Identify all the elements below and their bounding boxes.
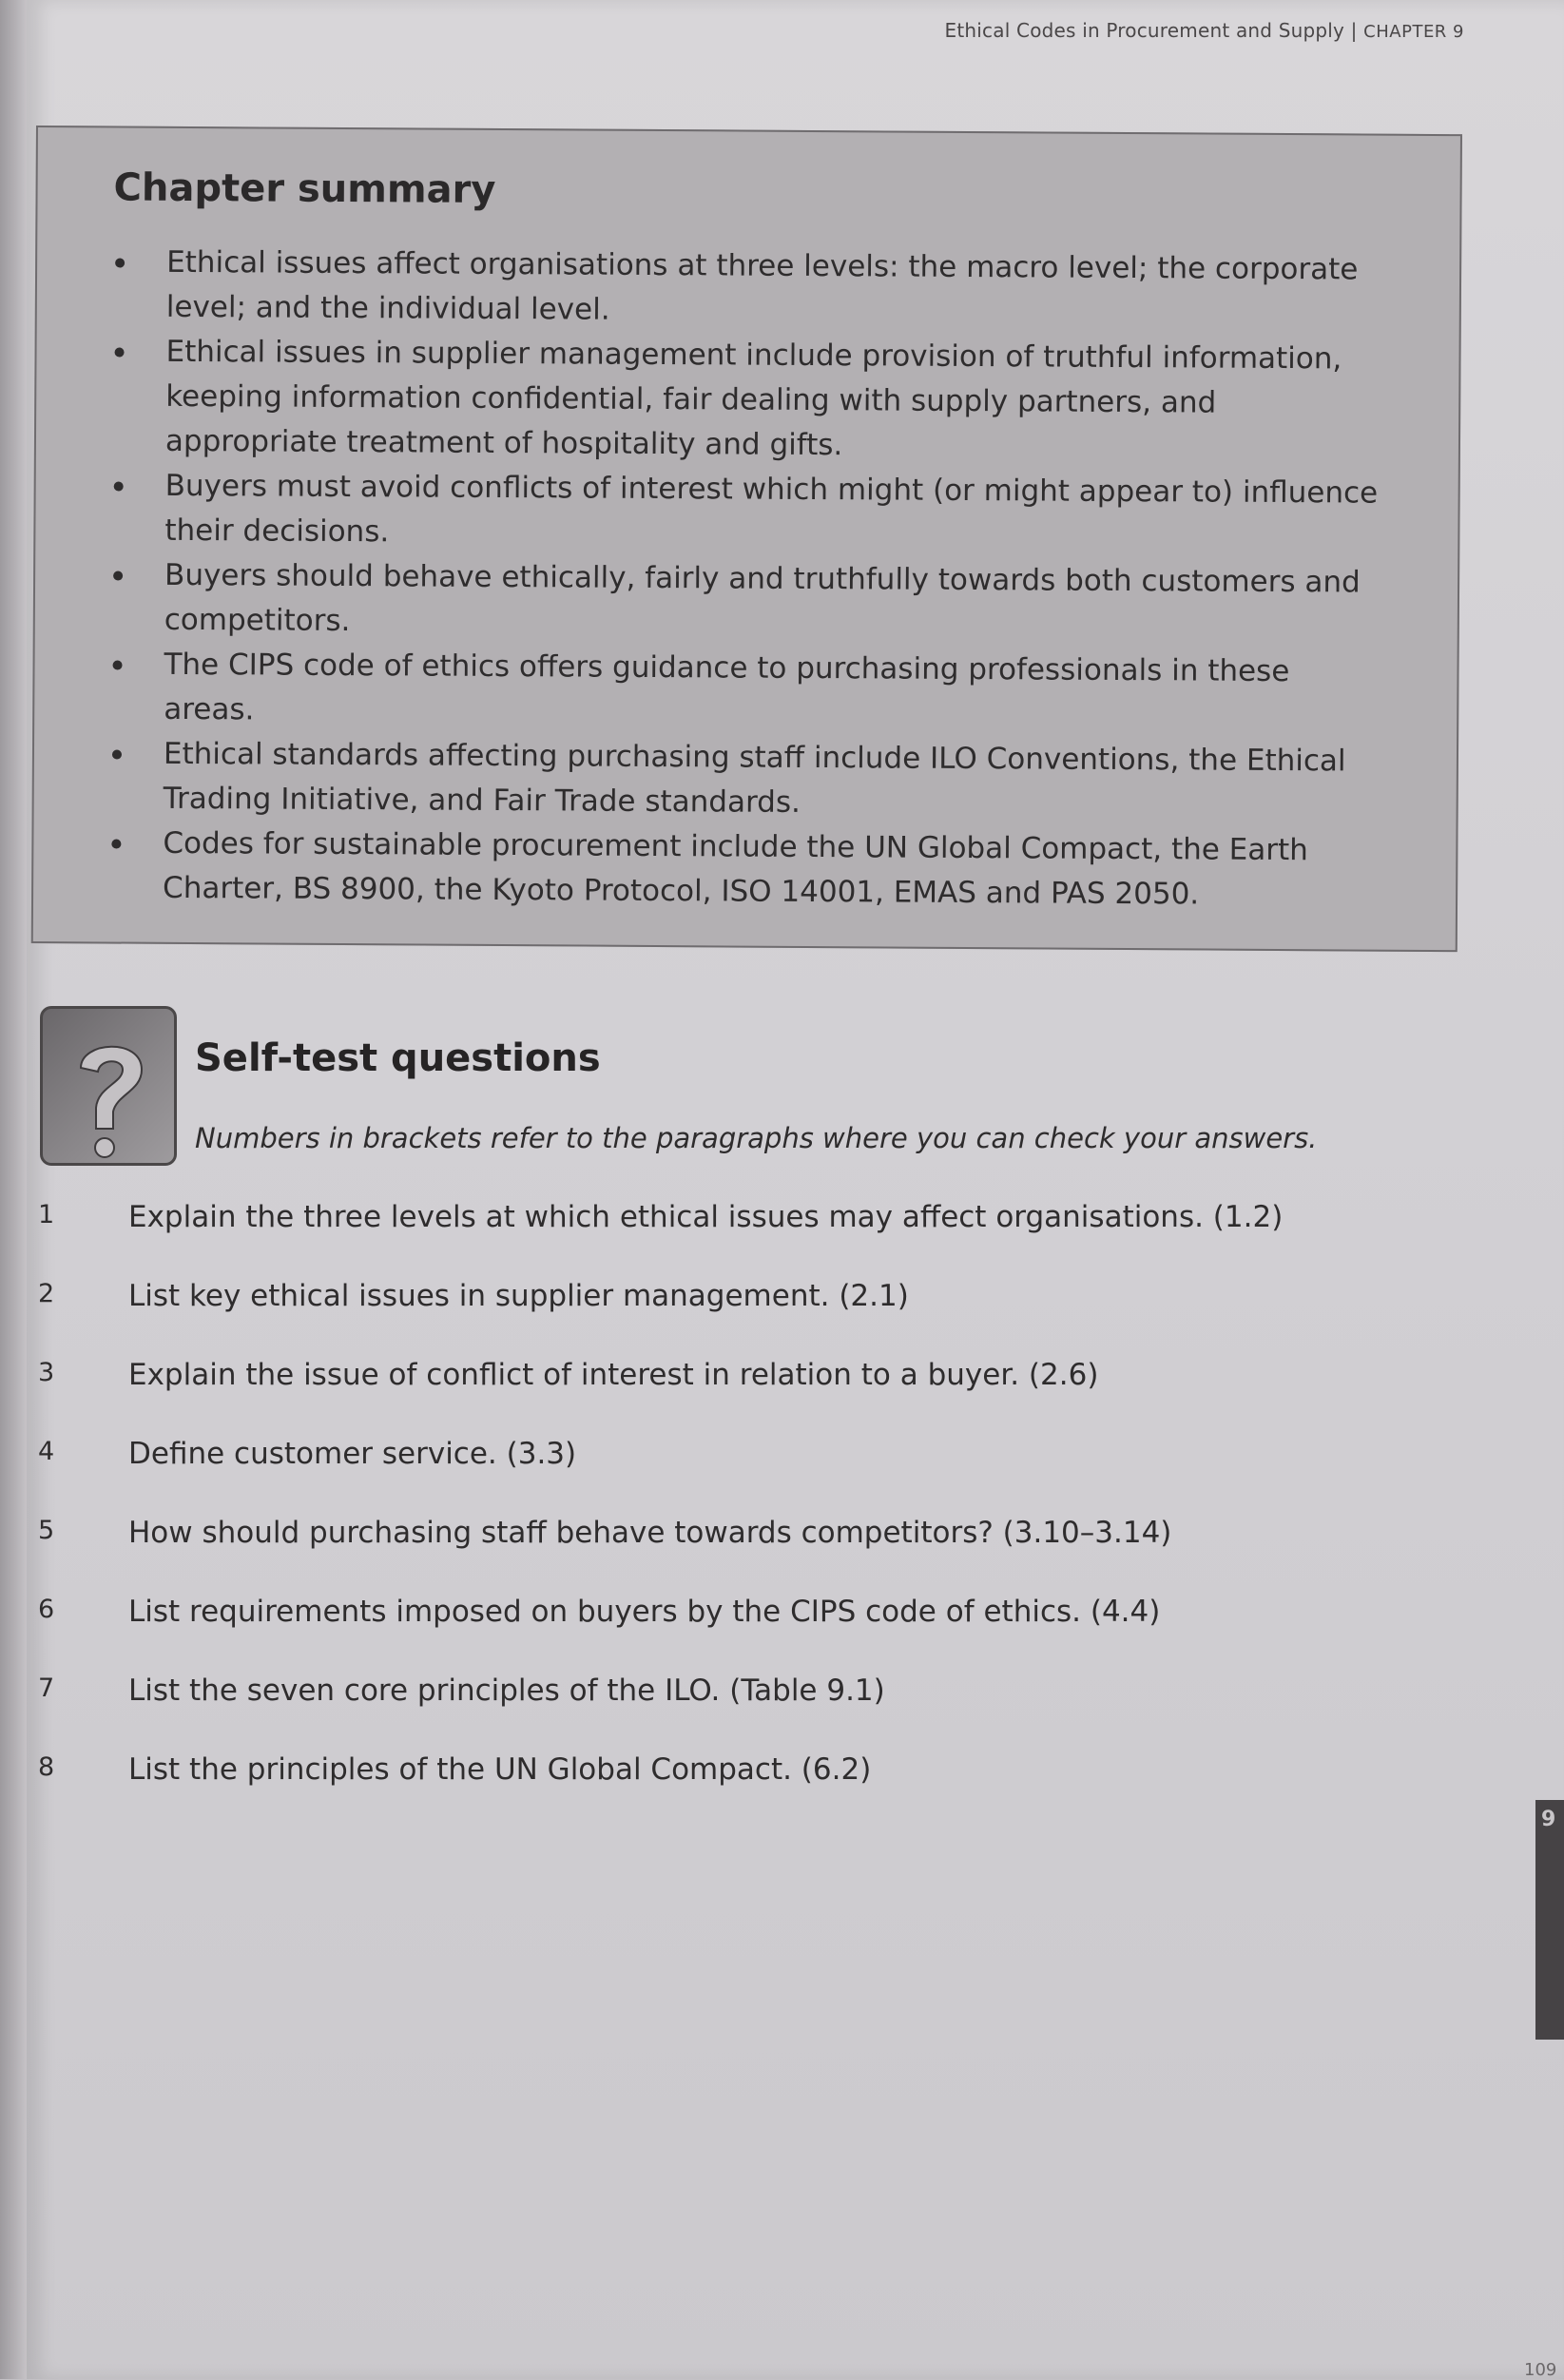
selftest-intro: Numbers in brackets refer to the paragraphs where you can check your answers.: [195, 1122, 1318, 1154]
question-number: 8: [38, 1752, 55, 1782]
summary-title: Chapter summary: [113, 165, 496, 212]
question-text: Explain the three levels at which ethical issues may affect organisations. (1.2): [128, 1200, 1284, 1234]
question-text: Explain the issue of conflict of interest in relation to a buyer. (2.6): [128, 1358, 1099, 1392]
question-text: Define customer service. (3.3): [128, 1437, 577, 1471]
question-text: List requirements imposed on buyers by the CIPS code of ethics. (4.4): [128, 1595, 1161, 1629]
chapter-label: CHAPTER 9: [1363, 22, 1464, 42]
page-number: 109: [1524, 2360, 1557, 2380]
chapter-thumb-tab: [1535, 1800, 1564, 2040]
question-number: 4: [38, 1437, 55, 1466]
summary-item-text: Codes for sustainable procurement include the UN Global Compact, the Earth Charter, BS 8900, the Kyoto Protocol, ISO 14001, EMAS and PAS 2050.: [162, 825, 1308, 912]
running-title: Ethical Codes in Procurement and Supply: [944, 19, 1345, 42]
question-text: How should purchasing staff behave towards competitors? (3.10–3.14): [128, 1516, 1172, 1550]
question-number: 1: [38, 1200, 55, 1229]
header-separator: |: [1350, 19, 1358, 42]
question-number: 3: [38, 1358, 55, 1387]
summary-item-text: The CIPS code of ethics offers guidance to purchasing professionals in these areas.: [164, 647, 1290, 727]
question-text: List the principles of the UN Global Compact. (6.2): [128, 1752, 872, 1787]
summary-item-text: Buyers should behave ethically, fairly and truthfully towards both customers and competitors.: [164, 557, 1361, 639]
question-text: List the seven core principles of the ILO. (Table 9.1): [128, 1674, 885, 1708]
question-text: List key ethical issues in supplier management. (2.1): [128, 1279, 909, 1313]
question-number: 2: [38, 1279, 55, 1308]
summary-item-text: Ethical issues in supplier management include provision of truthful information, keeping information confidential, fair dealing with supply partners, and appropriate treatment of hospitality and gifts.: [164, 334, 1342, 463]
thumb-tab-label: 9: [1541, 1808, 1556, 1831]
summary-item-text: Ethical standards affecting purchasing staff include ILO Conventions, the Ethical Trading Initiative, and Fair Trade standards.: [163, 736, 1346, 820]
question-number: 6: [38, 1595, 55, 1624]
question-number: 5: [38, 1516, 55, 1545]
question-number: 7: [38, 1674, 55, 1703]
summary-item-text: Buyers must avoid conflicts of interest which might (or might appear to) influence their decisions.: [164, 468, 1379, 550]
summary-item-text: Ethical issues affect organisations at three levels: the macro level; the corporate level; and the individual level.: [165, 244, 1359, 327]
selftest-title: Self-test questions: [195, 1036, 601, 1080]
